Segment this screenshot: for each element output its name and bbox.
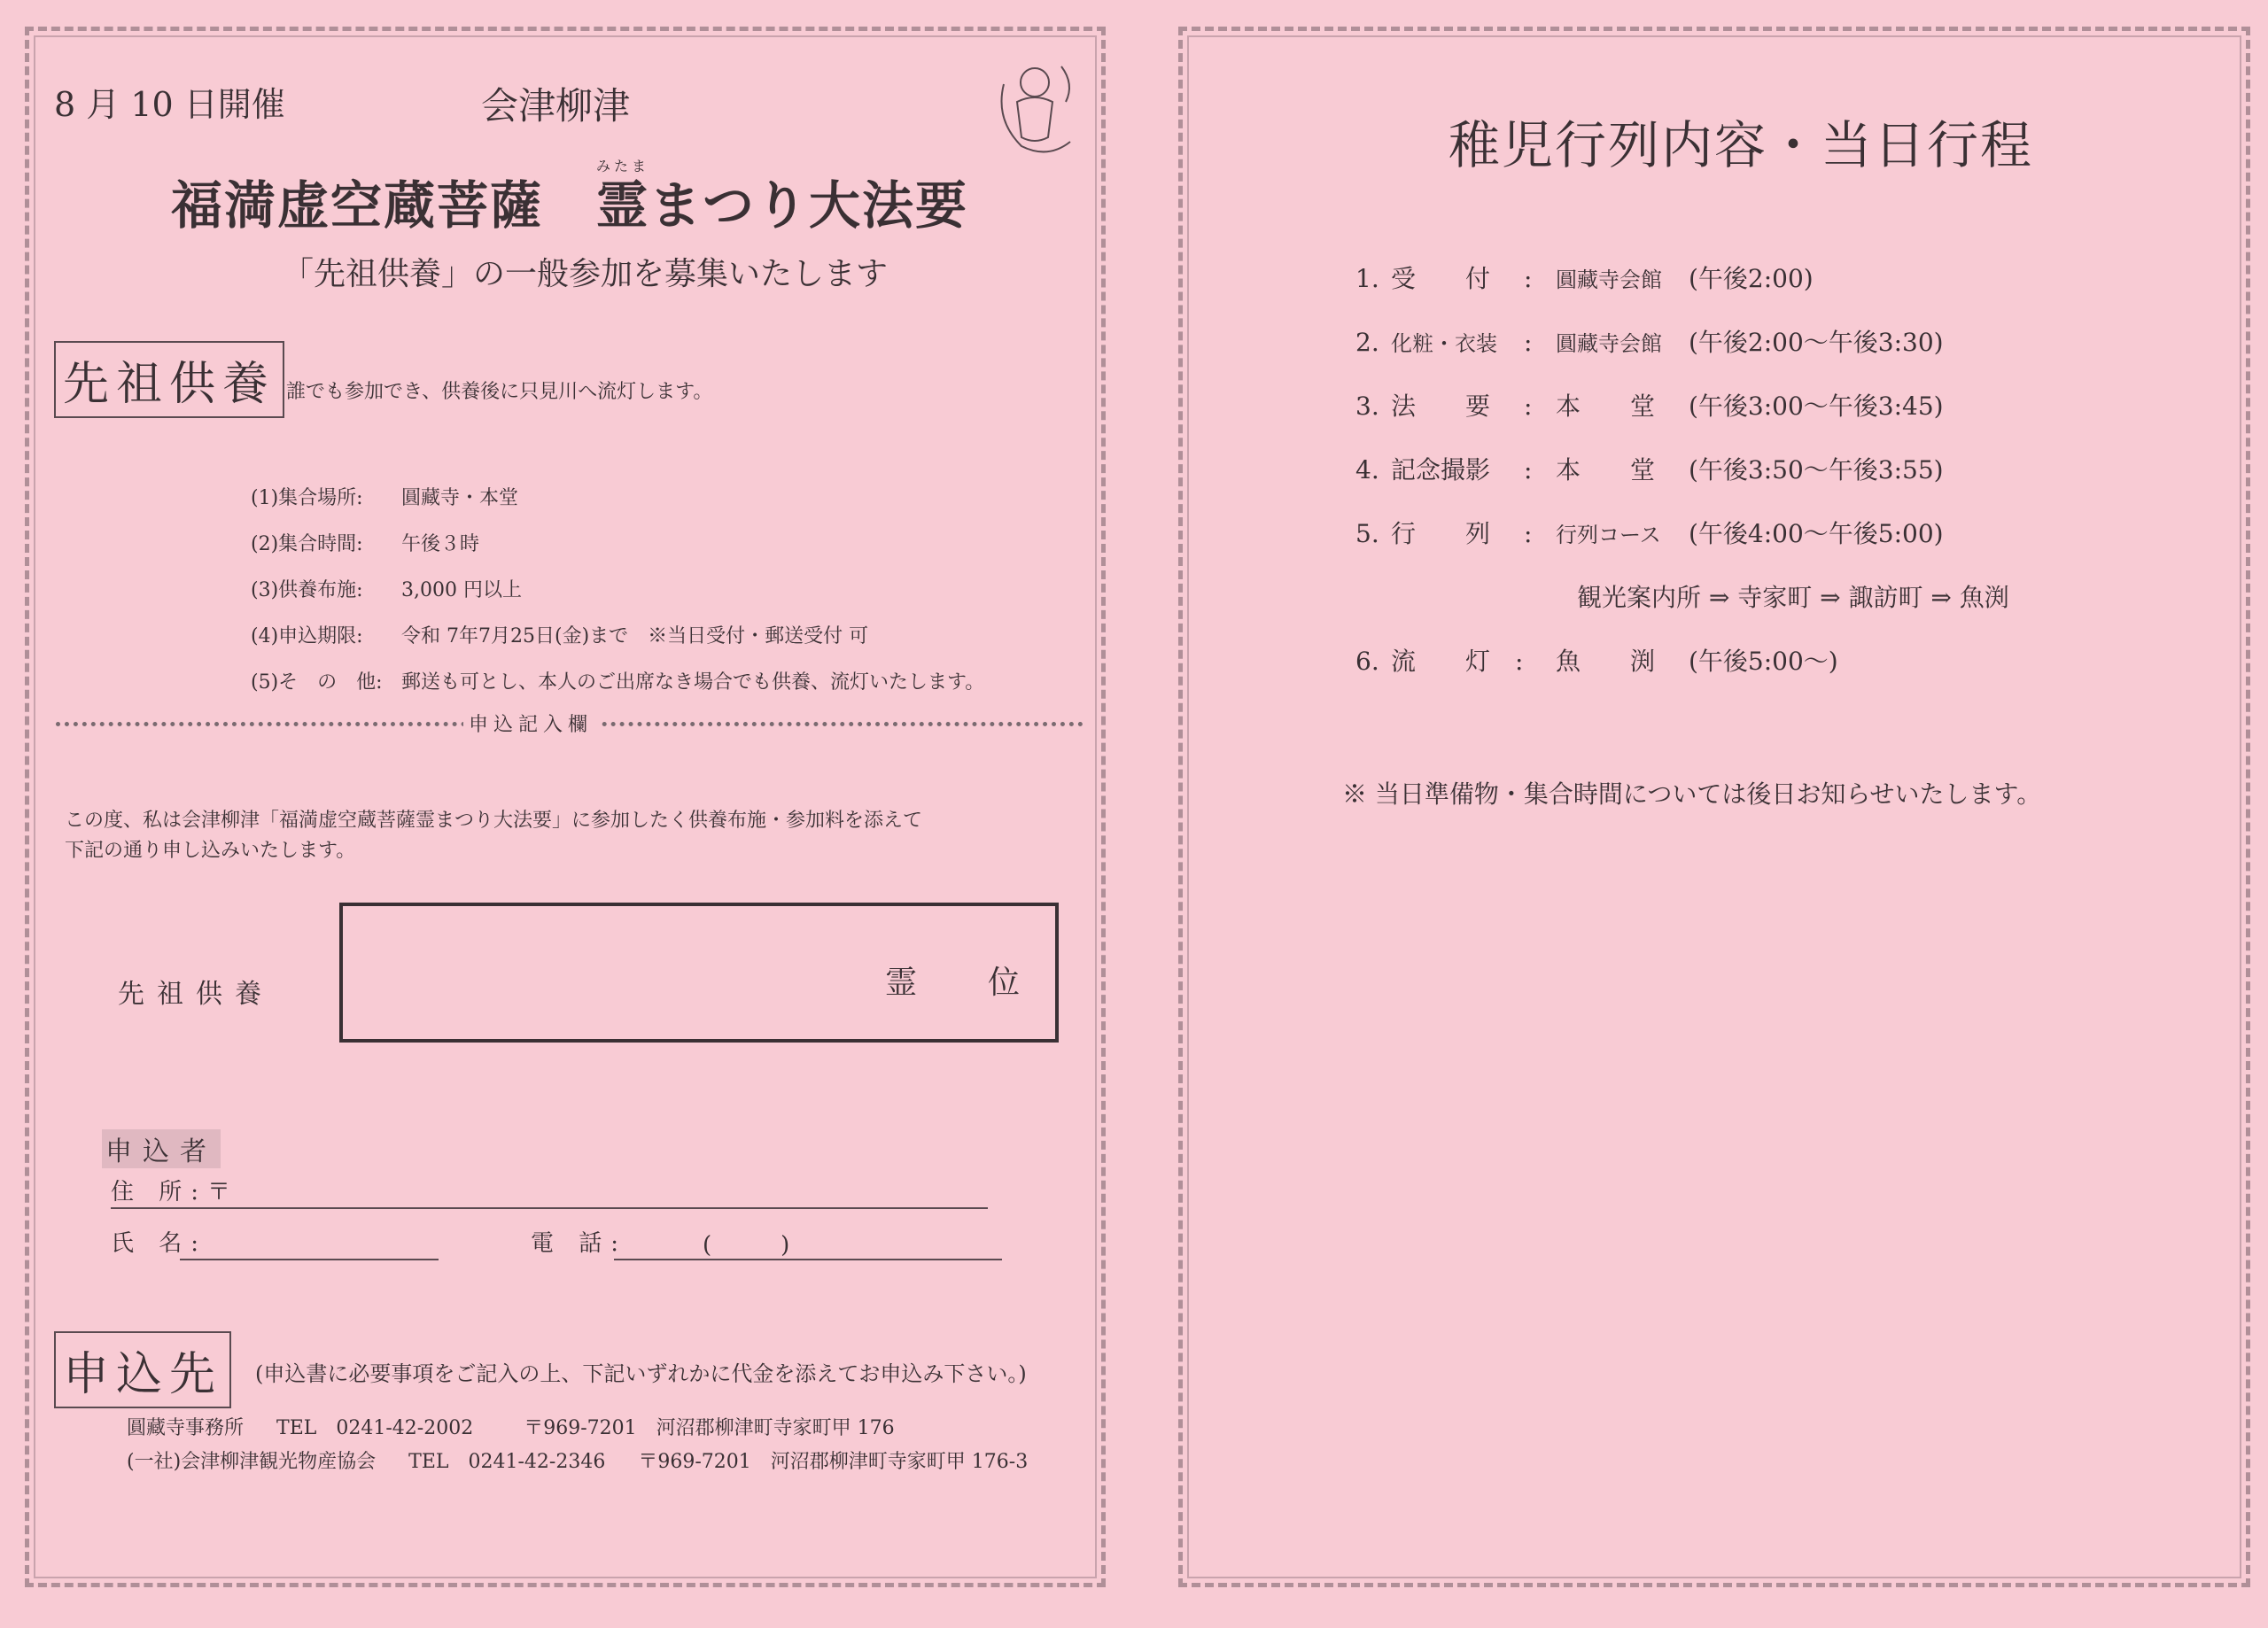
contact-row [127, 1446, 1028, 1474]
schedule-time: (午後2:00～午後3:30) [1689, 328, 1944, 357]
title-ruby: みたま [596, 158, 650, 174]
schedule-sep: : [1524, 264, 1533, 293]
schedule-sep: : [1524, 328, 1533, 357]
schedule-time: (午後5:00～) [1689, 647, 1838, 676]
contact-address: 〒969-7201 河沼郡柳津町寺家町甲 176-3 [638, 1451, 1029, 1473]
schedule-no: 4. [1355, 455, 1379, 485]
info-row [251, 483, 518, 510]
schedule-time: (午後3:00～午後3:45) [1689, 391, 1944, 421]
schedule-note: ※ 当日準備物・集合時間については後日お知らせいたします。 [1342, 779, 2042, 809]
phone-label: 電 話: [531, 1230, 628, 1257]
name-field[interactable] [180, 1227, 439, 1260]
info-row [251, 529, 479, 556]
info-row [251, 667, 984, 694]
schedule-time: (午後2:00) [1689, 264, 1814, 293]
info-value: 3,000 円以上 [401, 579, 522, 601]
page-subtitle: 「先祖供養」の一般参加を募集いたします [282, 256, 889, 292]
sosen-heading: 先祖供養 [54, 341, 284, 418]
schedule-place: 魚 渕 [1556, 647, 1656, 676]
info-row [251, 575, 522, 602]
schedule-place: 本 堂 [1556, 455, 1656, 485]
apply-to-heading: 申込先 [54, 1331, 231, 1408]
page-title: 福満虚空蔵菩薩 霊まつり大法要 [171, 175, 969, 236]
schedule-place: 本 堂 [1556, 391, 1656, 421]
schedule-item: 記念撮影 [1391, 455, 1491, 485]
schedule-place: 圓藏寺会館 [1556, 331, 1662, 356]
schedule-item: 化粧・衣装 [1391, 331, 1497, 356]
application-panel [25, 27, 1106, 1587]
sosen-note: 誰でも参加でき、供養後に只見川へ流灯します。 [286, 381, 713, 403]
schedule-sep: : [1524, 519, 1533, 548]
info-label: (3)供養布施: [251, 579, 363, 601]
schedule-place: 圓藏寺会館 [1556, 267, 1662, 292]
schedule-panel [1178, 27, 2250, 1587]
info-value: 令和 7年7月25日(金)まで ※当日受付・郵送受付 可 [401, 625, 869, 647]
declaration-line-2: 下記の通り申し込みいたします。 [65, 840, 356, 862]
offer-name-field[interactable] [339, 903, 1059, 1043]
schedule-row [1355, 515, 1944, 550]
offer-label: 先祖供養 [118, 979, 274, 1010]
schedule-item: 流 灯 [1391, 647, 1491, 676]
info-value: 午後３時 [401, 533, 480, 555]
info-label: (1)集合場所: [251, 487, 363, 509]
schedule-no: 1. [1355, 264, 1379, 293]
address-label: 住 所:〒 [111, 1179, 240, 1205]
info-label: (4)申込期限: [251, 625, 363, 647]
schedule-no: 2. [1355, 328, 1379, 357]
schedule-sep: : [1524, 455, 1533, 485]
contact-address: 〒969-7201 河沼郡柳津町寺家町甲 176 [524, 1417, 895, 1439]
entry-section-label: 申込記入欄 [463, 709, 598, 737]
applicant-heading: 申込者 [102, 1129, 221, 1168]
schedule-item: 法 要 [1391, 391, 1491, 421]
schedule-sep: : [1515, 647, 1524, 676]
schedule-time: (午後4:00～午後5:00) [1689, 519, 1944, 548]
declaration-line-1: この度、私は会津柳津「福満虚空蔵菩薩霊まつり大法要」に参加したく供養布施・参加料を添えて [65, 810, 923, 832]
jizo-illustration-icon [986, 49, 1084, 164]
apply-to-note: (申込書に必要事項をご記入の上、下記いずれかに代金を添えてお申込み下さい。) [255, 1361, 1027, 1386]
contact-row [127, 1413, 895, 1440]
schedule-row [1355, 451, 1944, 486]
event-date: 8 月 10 日開催 [54, 85, 285, 124]
info-value: 郵送も可とし、本人のご出席なき場合でも供養、流灯いたします。 [401, 671, 985, 694]
phone-field[interactable] [614, 1227, 1002, 1260]
contact-org: (一社)会津柳津観光物産協会 [127, 1451, 377, 1473]
offer-suffix: 霊 位 [884, 965, 1039, 1001]
schedule-row [1355, 260, 1814, 295]
name-label: 氏 名: [111, 1230, 208, 1257]
schedule-row [1355, 642, 1838, 678]
schedule-title: 稚児行列内容・当日行程 [1449, 115, 2034, 175]
info-label: (5)そ の 他: [251, 671, 383, 694]
contact-org: 圓藏寺事務所 [127, 1417, 245, 1439]
address-field[interactable] [111, 1174, 988, 1209]
schedule-no: 5. [1355, 519, 1379, 548]
info-label: (2)集合時間: [251, 533, 363, 555]
info-row [251, 621, 868, 648]
event-place: 会津柳津 [481, 84, 631, 128]
schedule-no: 6. [1355, 647, 1379, 676]
schedule-row [1355, 323, 1944, 359]
schedule-no: 3. [1355, 391, 1379, 421]
info-value: 圓藏寺・本堂 [401, 487, 519, 509]
schedule-item: 行 列 [1391, 519, 1491, 548]
parade-route: 観光案内所 ⇒ 寺家町 ⇒ 諏訪町 ⇒ 魚渕 [1577, 583, 2009, 612]
phone-area-code: ( ) [703, 1232, 790, 1259]
schedule-time: (午後3:50～午後3:55) [1689, 455, 1944, 485]
contact-tel: TEL 0241-42-2346 [408, 1451, 606, 1473]
schedule-sep: : [1524, 391, 1533, 421]
schedule-place: 行列コース [1556, 523, 1661, 547]
contact-tel: TEL 0241-42-2002 [276, 1417, 474, 1439]
schedule-row [1355, 387, 1944, 423]
schedule-item: 受 付 [1391, 264, 1491, 293]
